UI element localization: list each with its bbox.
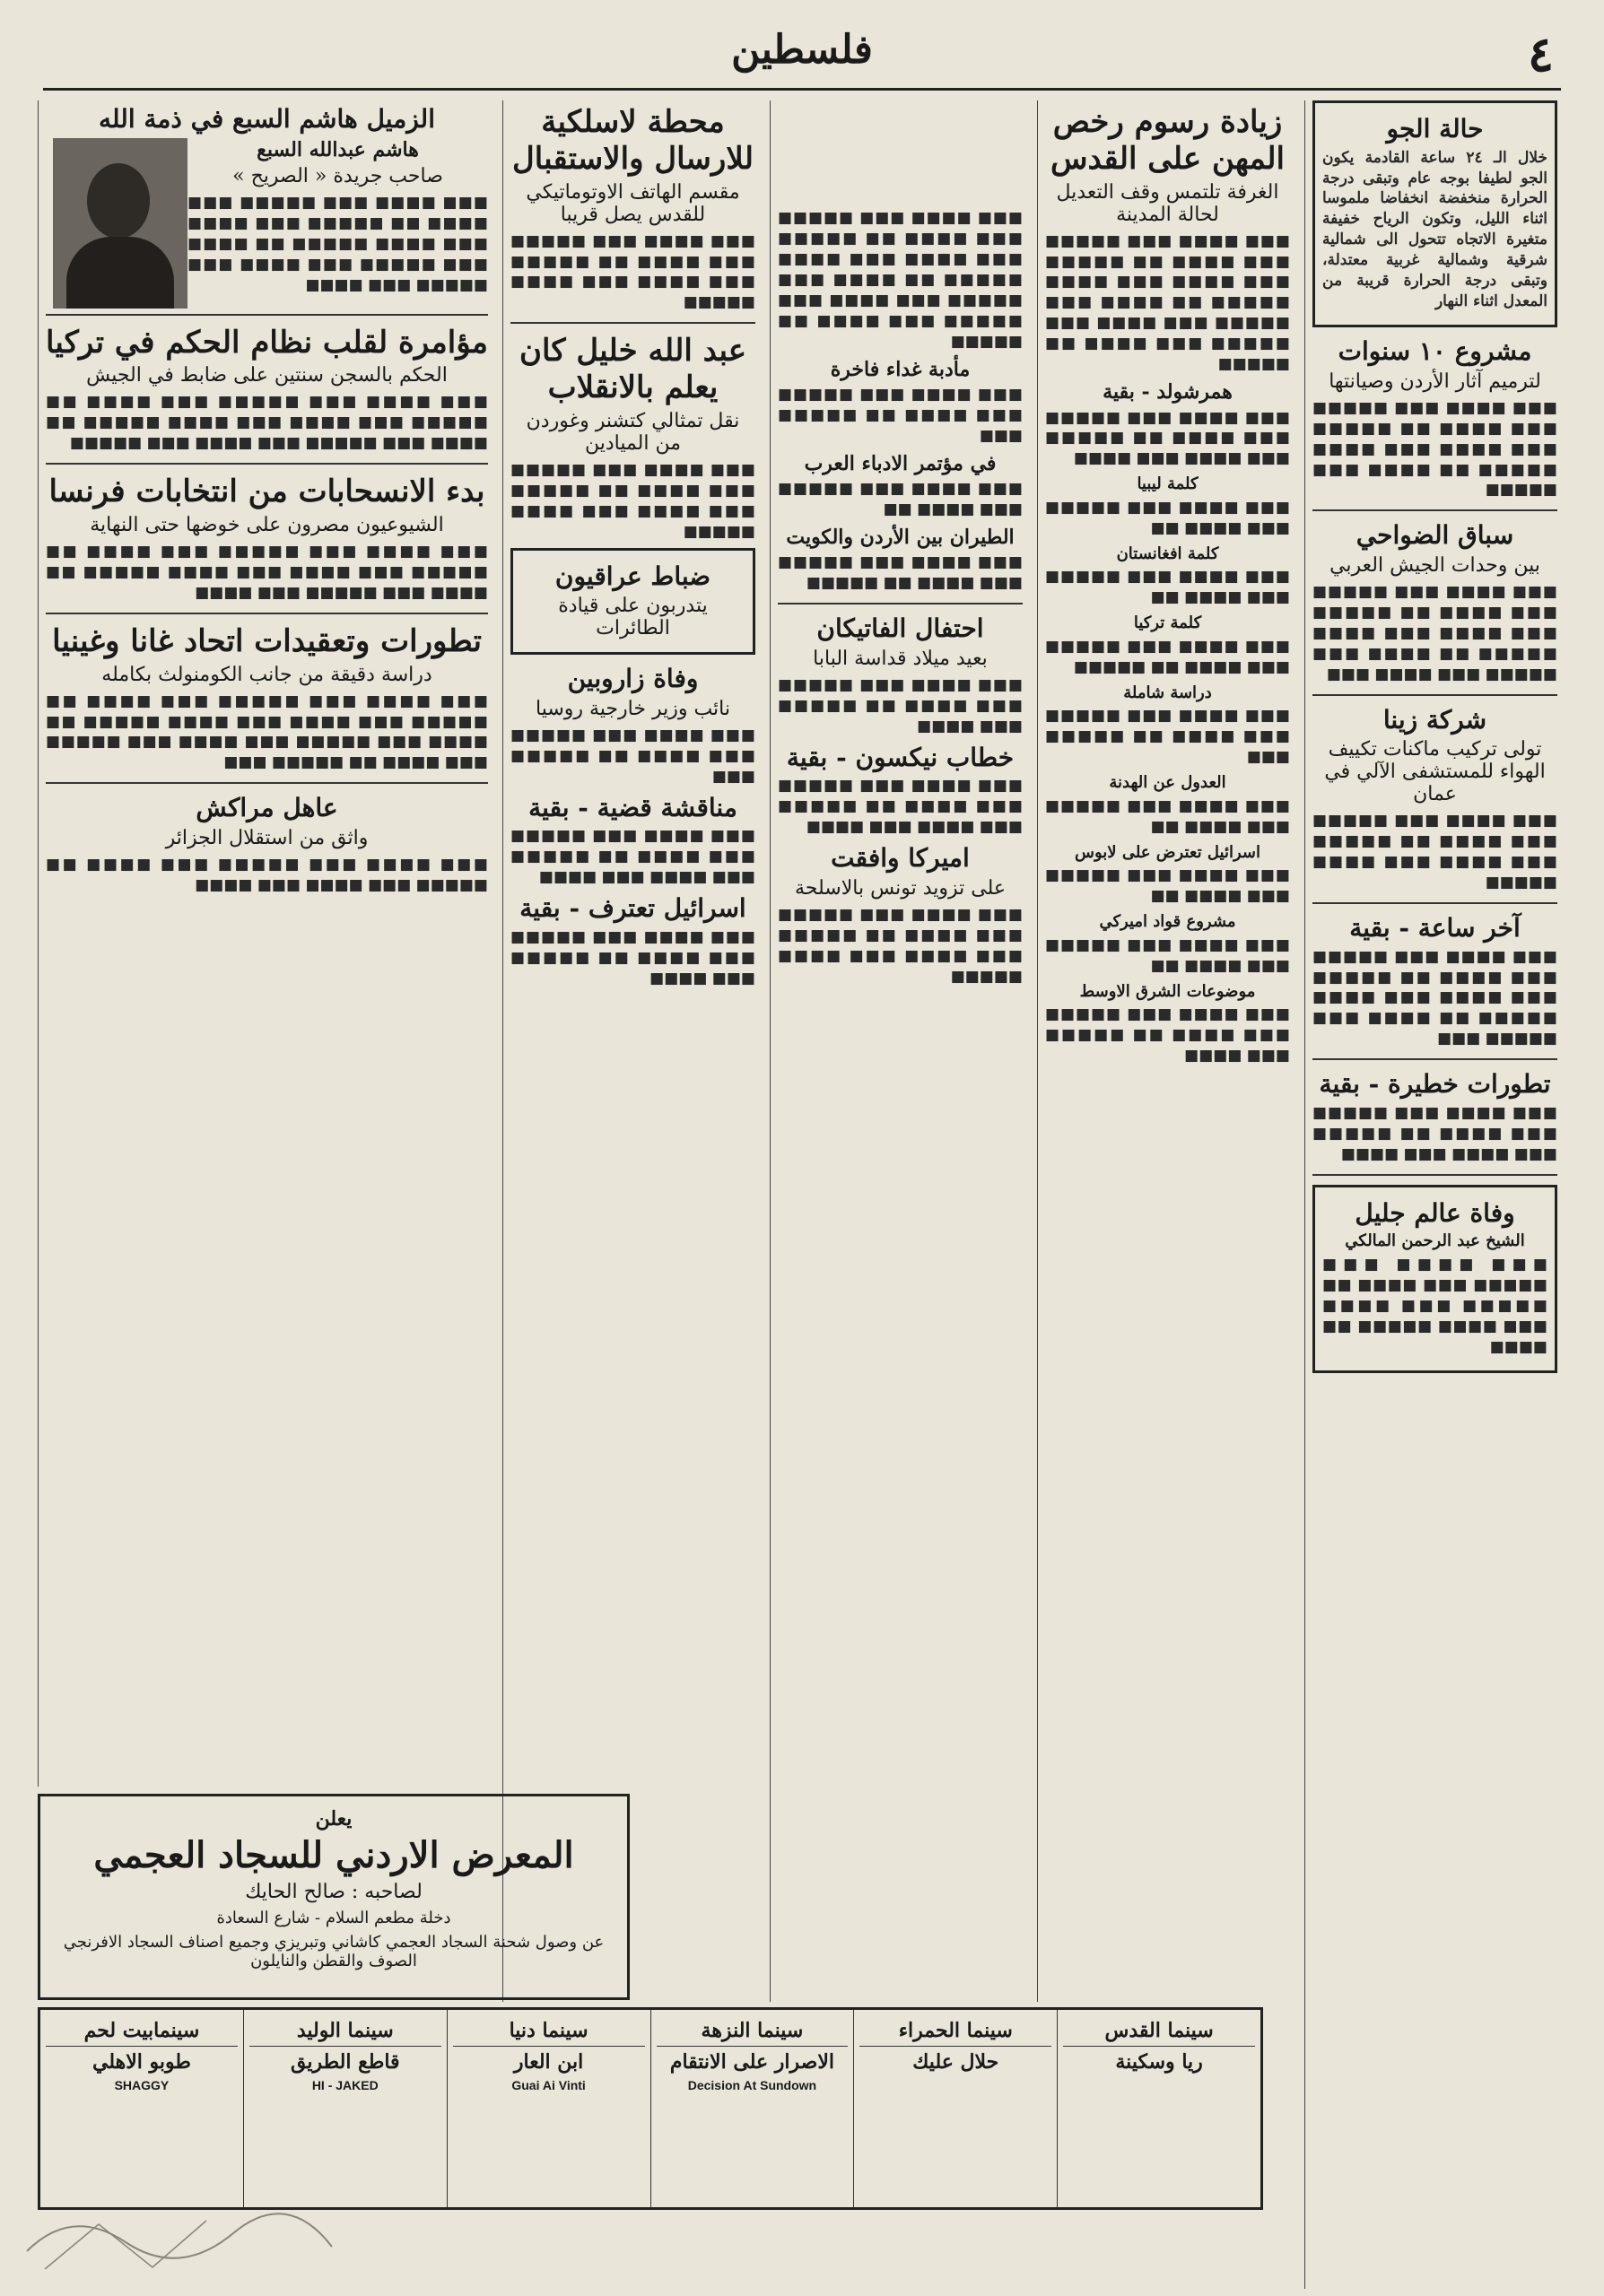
france-sub: الشيوعيون مصرون على خوضها حتى النهاية [90,514,444,536]
aviation-title: الطيران بين الأردن والكويت [786,526,1015,550]
afghanistan-title: كلمة افغانستان [1116,544,1219,563]
turkey-word-title: كلمة تركيا [1133,613,1202,633]
return-filler: ■■■ ■■■■ ■■■ ■■■■■ ■■■ ■■■■ ■■ [1045,796,1290,836]
khalil-sub: نقل تمثالي كتشنر وغوردن من الميادين [526,409,740,455]
masthead-rule [43,88,1561,91]
morocco-sub: واثق من استقلال الجزائر [165,826,369,849]
cinema-film: قاطع الطريق [290,2050,400,2074]
cinema-bethlehem [40,2010,243,2207]
cyprus-title: مناقشة قضية - بقية [528,792,737,822]
ad-title: المعرض الاردني للسجاد العجمي [93,1834,574,1877]
cinema-listings [38,2007,1263,2210]
column-3 [770,100,1030,2002]
america-filler: ■■■ ■■■■ ■■■ ■■■■■ ■■■ ■■■■ ■■ ■■■■■ ■■■ ■■■■ ■■■ ■■■■ ■■■■■ [778,905,1023,986]
france-filler: ■■■ ■■■■ ■■■ ■■■■■ ■■■ ■■■■ ■■ ■■■■■ ■■■ ■■■■ ■■■ ■■■■ ■■■■■ ■■ ■■■■ ■■■ ■■■■■ ■■■ ■■■■ [46,543,488,602]
iraqi-box [510,548,755,656]
fees-filler: ■■■ ■■■■ ■■■ ■■■■■ ■■■ ■■■■ ■■ ■■■■■ ■■■ ■■■■ ■■■ ■■■■ ■■■■■ ■■ ■■■■ ■■■ ■■■■■ ■■■ ■■■■ ■■■ ■■■■■ ■■■ ■■■■ ■■ ■■■■■ [1045,231,1290,374]
station-sub: مقسم الهاتف الاوتوماتيكي للقدس يصل قريبا [526,180,740,226]
rule [46,613,488,614]
cinema-film: طوبو الاهلي [92,2050,191,2074]
american-project-title: مشروع قواد اميركي [1099,912,1236,932]
turkey-word-filler: ■■■ ■■■■ ■■■ ■■■■■ ■■■ ■■■■ ■■ ■■■■■ [1045,637,1290,676]
morocco-filler: ■■■ ■■■■ ■■■ ■■■■■ ■■■ ■■■■ ■■ ■■■■■ ■■■ ■■■■ ■■■ ■■■■ [46,855,488,894]
race-title: سباق الضواحي [1356,520,1514,551]
obituary-filler: ■■■ ■■■■ ■■■ ■■■■■ ■■■ ■■■■ ■■ ■■■■■ ■■■ ■■■■ ■■■ ■■■■ ■■■■■ ■■ ■■■■ [1322,1255,1547,1356]
antiquities-title: مشروع ١٠ سنوات [1338,336,1532,367]
turkey-plot-title: مؤامرة لقلب نظام الحكم في تركيا [46,324,488,361]
rule [1312,694,1557,696]
writers-filler: ■■■ ■■■■ ■■■ ■■■■■ ■■■ ■■■■ ■■ [778,480,1023,519]
cinema-film: حلال عليك [912,2050,999,2074]
fees-sub: الغرفة تلتمس وقف التعديل لحالة المدينة [1056,180,1279,226]
cinema-name: سينما الوليد [249,2019,441,2047]
cinema-film-latin: Guai Ai Vinti [511,2077,586,2092]
cinema-name: سينما القدس [1063,2019,1255,2047]
zarubin-sub: نائب وزير خارجية روسيا [535,697,731,720]
race-sub: بين وحدات الجيش العربي [1329,553,1540,577]
cinema-film: ريا وسكينة [1115,2050,1203,2074]
ghana-filler: ■■■ ■■■■ ■■■ ■■■■■ ■■■ ■■■■ ■■ ■■■■■ ■■■ ■■■■ ■■■ ■■■■ ■■■■■ ■■ ■■■■ ■■■ ■■■■■ ■■■ ■■■■ ■■■ ■■■■■ ■■■ ■■■■ ■■ ■■■■■ ■■■ [46,691,488,772]
writers-title: في مؤتمر الادباء العرب [804,451,997,475]
afghanistan-filler: ■■■ ■■■■ ■■■ ■■■■■ ■■■ ■■■■ ■■ [1045,568,1290,607]
cinema-name: سينما الحمراء [859,2019,1051,2047]
ad-announces: يعلن [315,1807,353,1831]
banquet-title: مأدبة غداء فاخرة [830,357,971,381]
israel-lebanon-title: اسرائيل تعترض على لابوس [1075,842,1260,862]
column-4 [502,100,763,2002]
israel-lebanon-filler: ■■■ ■■■■ ■■■ ■■■■■ ■■■ ■■■■ ■■ [1045,866,1290,906]
rule [1312,1174,1557,1176]
khalil-title: عبد الله خليل كان يعلم بالانقلاب [519,333,746,406]
cinema-al-nuzha [650,2010,854,2207]
vatican-filler: ■■■ ■■■■ ■■■ ■■■■■ ■■■ ■■■■ ■■ ■■■■■ ■■■ ■■■■ [778,675,1023,735]
dangerous-filler: ■■■ ■■■■ ■■■ ■■■■■ ■■■ ■■■■ ■■ ■■■■■ ■■■ ■■■■ ■■■ ■■■■ [1312,1103,1557,1163]
weather-text: خلال الـ ٢٤ ساعة القادمة يكون الجو لطيفا بوجه عام وتبقى درجة الحرارة منخفضة انخفاضا ملموسا اثناء الليل، وتكون الرياح خفيفة متغيرة الاتجاه تتحول الى شمالية شرقية وشمالية غربية معتدلة، وتبقى درجة الحرارة قريبة من المعدل اثناء النهار [1322,148,1547,311]
america-sub: على تزويد تونس بالاسلحة [794,876,1007,900]
hamarshold-filler: ■■■ ■■■■ ■■■ ■■■■■ ■■■ ■■■■ ■■ ■■■■■ ■■■ ■■■■ ■■■ ■■■■ [1045,408,1290,468]
cinema-al-walid [243,2010,447,2207]
iraqi-title: ضباط عراقيون [554,561,711,591]
cyprus-filler: ■■■ ■■■■ ■■■ ■■■■■ ■■■ ■■■■ ■■ ■■■■■ ■■■ ■■■■ ■■■ ■■■■ [510,827,755,887]
ghana-sub: دراسة دقيقة من جانب الكومنولث بكامله [101,663,432,686]
last-hour-title: آخر ساعة - بقية [1349,913,1521,943]
study-filler: ■■■ ■■■■ ■■■ ■■■■■ ■■■ ■■■■ ■■ ■■■■■ ■■■ [1045,707,1290,767]
zaina-sub: تولى تركيب ماكنات تكييف الهواء للمستشفى الآلي في عمان [1324,738,1546,806]
return-title: العدول عن الهدنة [1109,773,1226,793]
station-filler: ■■■ ■■■■ ■■■ ■■■■■ ■■■ ■■■■ ■■ ■■■■■ ■■■ ■■■■ ■■■ ■■■■ ■■■■■ [510,231,755,312]
israel-admits-filler: ■■■ ■■■■ ■■■ ■■■■■ ■■■ ■■■■ ■■ ■■■■■ ■■■ ■■■■ [510,927,755,987]
iraqi-sub: يتدربون على قيادة الطائرات [558,595,708,640]
banquet-filler: ■■■ ■■■■ ■■■ ■■■■■ ■■■ ■■■■ ■■ ■■■■■ ■■■ [778,385,1023,445]
rule [778,603,1023,604]
obituary-name: الشيخ عبد الرحمن المالكي [1345,1231,1525,1251]
cinema-name: سينما دنيا [453,2019,645,2047]
study-title: دراسة شاملة [1123,683,1212,702]
column-2 [1037,100,1297,2002]
cinema-film: ابن العار [513,2050,584,2074]
rule [1312,902,1557,904]
weather-title: حالة الجو [1386,114,1484,144]
cinema-al-hamra [853,2010,1057,2207]
cinema-name: سينمابيت لحم [46,2019,238,2047]
ghana-title: تطورات وتعقيدات اتحاد غانا وغينيا [52,622,482,659]
cinema-film-latin: HI - JAKED [311,2077,379,2092]
zarubin-title: وفاة زاروبين [567,664,699,694]
antiquities-sub: لترميم آثار الأردن وصيانتها [1329,370,1541,393]
colleague-title: الزميل هاشم السبع في ذمة الله [99,104,435,134]
cinema-name: سينما النزهة [657,2019,849,2047]
cinema-dunya [447,2010,650,2207]
turkey-plot-filler: ■■■ ■■■■ ■■■ ■■■■■ ■■■ ■■■■ ■■ ■■■■■ ■■■ ■■■■ ■■■ ■■■■ ■■■■■ ■■ ■■■■ ■■■ ■■■■■ ■■■ ■■■■ ■■■ ■■■■■ [46,393,488,453]
american-project-filler: ■■■ ■■■■ ■■■ ■■■■■ ■■■ ■■■■ ■■ [1045,935,1290,975]
israel-admits-title: اسرائيل تعترف - بقية [519,893,746,924]
rule [510,322,755,324]
america-title: اميركا وافقت [831,843,970,874]
libya-title: كلمة ليبيا [1137,474,1199,494]
masthead [0,0,1604,93]
newspaper-title: فلسطين [731,27,873,73]
ad-address: دخلة مطعم السلام - شارع السعادة [216,1909,451,1928]
rule [1312,1058,1557,1060]
morocco-title: عاهل مراكش [196,793,338,823]
aviation-filler: ■■■ ■■■■ ■■■ ■■■■■ ■■■ ■■■■ ■■ ■■■■■ [778,553,1023,593]
cinema-film-latin: SHAGGY [114,2077,170,2092]
colleague-caption: صاحب جريدة « الصريح » [232,164,443,187]
france-title: بدء الانسحابات من انتخابات فرنسا [48,474,485,510]
fees-title: زيادة رسوم رخص المهن على القدس [1050,104,1285,177]
column-1 [1304,100,1565,2289]
station-title: محطة لاسلكية للارسال والاستقبال [512,104,754,177]
turkey-plot-sub: الحكم بالسجن سنتين على ضابط في الجيش [86,364,448,387]
antiquities-filler: ■■■ ■■■■ ■■■ ■■■■■ ■■■ ■■■■ ■■ ■■■■■ ■■■ ■■■■ ■■■ ■■■■ ■■■■■ ■■ ■■■■ ■■■ ■■■■■ [1312,398,1557,500]
portrait-photo [53,138,187,309]
colleague-name: هاشم عبدالله السبع [257,137,419,161]
zaina-title: شركة زينا [1382,704,1487,735]
khalil-filler: ■■■ ■■■■ ■■■ ■■■■■ ■■■ ■■■■ ■■ ■■■■■ ■■■ ■■■■ ■■■ ■■■■ ■■■■■ [510,460,755,541]
ad-body: عن وصول شحنة السجاد العجمي كاشاني وتبريزي وجميع اصناف السجاد الافرنجي الصوف والقطن والنايلون [63,1933,605,1971]
vatican-title: احتفال الفاتيكان [816,613,984,644]
nixon-title: خطاب نيكسون - بقية [786,742,1015,772]
libya-filler: ■■■ ■■■■ ■■■ ■■■■■ ■■■ ■■■■ ■■ [1045,498,1290,537]
dangerous-title: تطورات خطيرة - بقية [1319,1069,1551,1100]
race-filler: ■■■ ■■■■ ■■■ ■■■■■ ■■■ ■■■■ ■■ ■■■■■ ■■■ ■■■■ ■■■ ■■■■ ■■■■■ ■■ ■■■■ ■■■ ■■■■■ ■■■ ■■■■ ■■■ [1312,582,1557,683]
fees-continued-filler: ■■■ ■■■■ ■■■ ■■■■■ ■■■ ■■■■ ■■ ■■■■■ ■■■ ■■■■ ■■■ ■■■■ ■■■■■ ■■ ■■■■ ■■■ ■■■■■ ■■■ ■■■■ ■■■ ■■■■■ ■■■ ■■■■ ■■ ■■■■■ [778,209,1023,351]
ad-owner: لصاحبه : صالح الحايك [245,1881,423,1904]
obituary-title: وفاة عالم جليل [1355,1197,1515,1228]
page-number: ٤ [1527,25,1554,83]
rule [46,782,488,784]
vatican-sub: بعيد ميلاد قداسة البابا [813,647,988,670]
obituary-box [1312,1185,1557,1373]
zarubin-filler: ■■■ ■■■■ ■■■ ■■■■■ ■■■ ■■■■ ■■ ■■■■■ ■■■ [510,726,755,786]
pencil-scribble [18,2197,341,2278]
cinema-al-quds [1057,2010,1260,2207]
carpet-advertisement [38,1794,630,2000]
last-hour-filler: ■■■ ■■■■ ■■■ ■■■■■ ■■■ ■■■■ ■■ ■■■■■ ■■■ ■■■■ ■■■ ■■■■ ■■■■■ ■■ ■■■■ ■■■ ■■■■■ ■■■ [1312,947,1557,1048]
weather-box [1312,100,1557,327]
column-5 [38,100,495,1787]
rule [46,463,488,465]
rule [1312,509,1557,511]
cinema-film: الاصرار على الانتقام [669,2050,834,2074]
hamarshold-title: همرشولد - بقية [1103,380,1233,404]
zaina-filler: ■■■ ■■■■ ■■■ ■■■■■ ■■■ ■■■■ ■■ ■■■■■ ■■■ ■■■■ ■■■ ■■■■ ■■■■■ [1312,812,1557,892]
middle-east-filler: ■■■ ■■■■ ■■■ ■■■■■ ■■■ ■■■■ ■■ ■■■■■ ■■■ ■■■■ [1045,1005,1290,1065]
colleague-filler: ■■■ ■■■■ ■■■ ■■■■■ ■■■ ■■■■ ■■ ■■■■■ ■■■ ■■■■ ■■■ ■■■■ ■■■■■ ■■ ■■■■ ■■■ ■■■■■ ■■■ ■■■■ ■■■ ■■■■■ ■■■ ■■■■ [187,193,488,294]
rule [46,314,488,316]
nixon-filler: ■■■ ■■■■ ■■■ ■■■■■ ■■■ ■■■■ ■■ ■■■■■ ■■■ ■■■■ ■■■ ■■■■ [778,777,1023,837]
middle-east-title: موضوعات الشرق الاوسط [1079,981,1256,1001]
cinema-film-latin: Decision At Sundown [687,2077,817,2092]
